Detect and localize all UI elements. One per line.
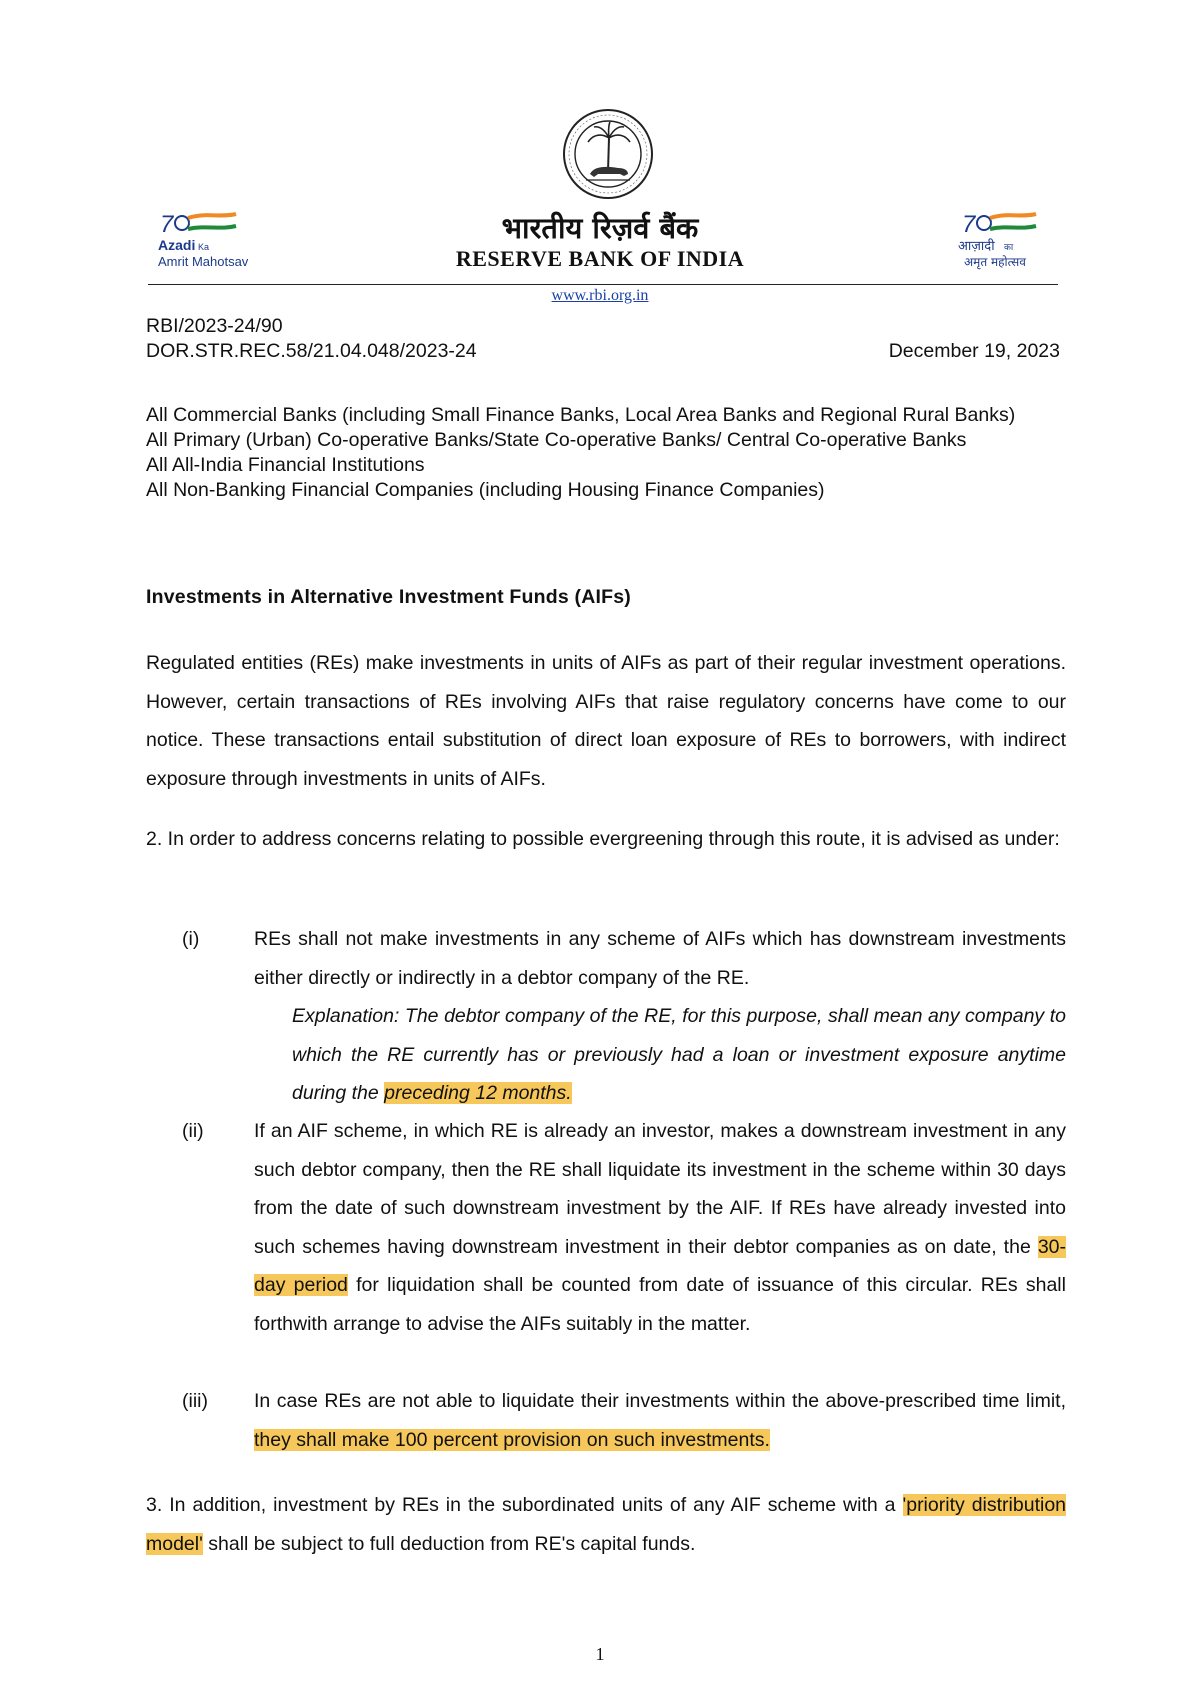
clause-text: [254, 1382, 1066, 1459]
clause-text-part: for liquidation shall be counted from date of issuance of this circular. REs shall forthwith arrange to advise the AIFs suitably in the matter.: [254, 1274, 1066, 1335]
circular-date: December 19, 2023: [888, 340, 1060, 362]
logo-right-line1: आज़ादी: [958, 239, 995, 254]
file-number: DOR.STR.REC.58/21.04.048/2023-24: [146, 340, 477, 362]
bank-name-hindi: भारतीय रिज़र्व बैंक: [501, 211, 699, 245]
clause-number: (i): [182, 928, 200, 950]
paragraph-text: shall be subject to full deduction from RE's capital funds.: [202, 1532, 696, 1555]
explanation-text: Explanation: The debtor company of the RE, for this purpose, shall mean any company to which the RE currently has or previously had a loan or investment exposure anytime during the: [292, 1005, 1066, 1104]
highlighted-text: preceding 12 months.: [384, 1082, 572, 1104]
addressee-item: All Primary (Urban) Co-operative Banks/State Co-operative Banks/ Central Co-operative Banks: [146, 429, 967, 451]
rbi-seal-icon: [562, 108, 654, 200]
addressee-list: [146, 403, 1066, 503]
clause-text-part: In case REs are not able to liquidate their investments within the above-prescribed time limit,: [254, 1390, 1066, 1412]
logo-right-small: का: [1004, 243, 1014, 253]
circular-subject: Investments in Alternative Investment Funds (AIFs): [146, 586, 631, 608]
addressee-item: All All-India Financial Institutions: [146, 454, 425, 476]
clause-iii: [146, 1382, 1066, 1459]
logo-right-line2: अमृत महोत्सव: [964, 255, 1026, 269]
highlighted-text: they shall make 100 percent provision on such investments.: [254, 1428, 770, 1451]
header-divider: [148, 284, 1058, 285]
page-number: 1: [595, 1644, 605, 1664]
clause-number: (iii): [182, 1390, 208, 1412]
paragraph-1: Regulated entities (REs) make investments in units of AIFs as part of their regular investment operations. However, certain transactions of REs involving AIFs that raise regulatory concerns have come to our notice. These transactions entail substitution of direct loan exposure of REs to borrowers, with indirect exposure through investments in units of AIFs.: [146, 652, 1066, 790]
clause-number: (ii): [182, 1120, 204, 1142]
logo-left-small: Ka: [198, 242, 210, 252]
logo-left-line2: Amrit Mahotsav: [158, 254, 249, 269]
clause-i: [146, 920, 1066, 1113]
clause-explanation: [292, 997, 1066, 1113]
rbi-website-link[interactable]: www.rbi.org.in: [551, 287, 649, 304]
paragraph-2: 2. In order to address concerns relating to possible evergreening through this route, it is advised as under:: [146, 828, 1060, 850]
circular-number: RBI/2023-24/90: [146, 315, 283, 337]
highlighted-text: 30-day period: [254, 1235, 1066, 1296]
addressee-item: All Commercial Banks (including Small Finance Banks, Local Area Banks and Regional Rural Banks): [146, 404, 1016, 426]
svg-text:7: 7: [160, 211, 174, 238]
paragraph-3: [146, 1486, 1066, 1563]
addressee-item: All Non-Banking Financial Companies (including Housing Finance Companies): [146, 479, 825, 501]
logo-left-line1: Azadi: [158, 237, 196, 253]
highlighted-text: 'priority distribution model': [146, 1494, 1067, 1555]
clause-text: REs shall not make investments in any scheme of AIFs which has downstream investments either directly or indirectly in a debtor company of the RE.: [254, 928, 1066, 989]
bank-name-english: RESERVE BANK OF INDIA: [455, 246, 745, 271]
clause-ii: [146, 1112, 1066, 1343]
paragraph-text: 3. In addition, investment by REs in the subordinated units of any AIF scheme with a: [146, 1494, 903, 1516]
clause-text: [254, 1112, 1066, 1343]
svg-text:7: 7: [962, 211, 976, 238]
clause-text-part: If an AIF scheme, in which RE is already an investor, makes a downstream investment in any such debtor company, then the RE shall liquidate its investment in the scheme within 30 days from the date of such downstream investment by the AIF. If REs have already invested into such schemes having downstream investment in their debtor companies as on date, the: [254, 1120, 1066, 1258]
